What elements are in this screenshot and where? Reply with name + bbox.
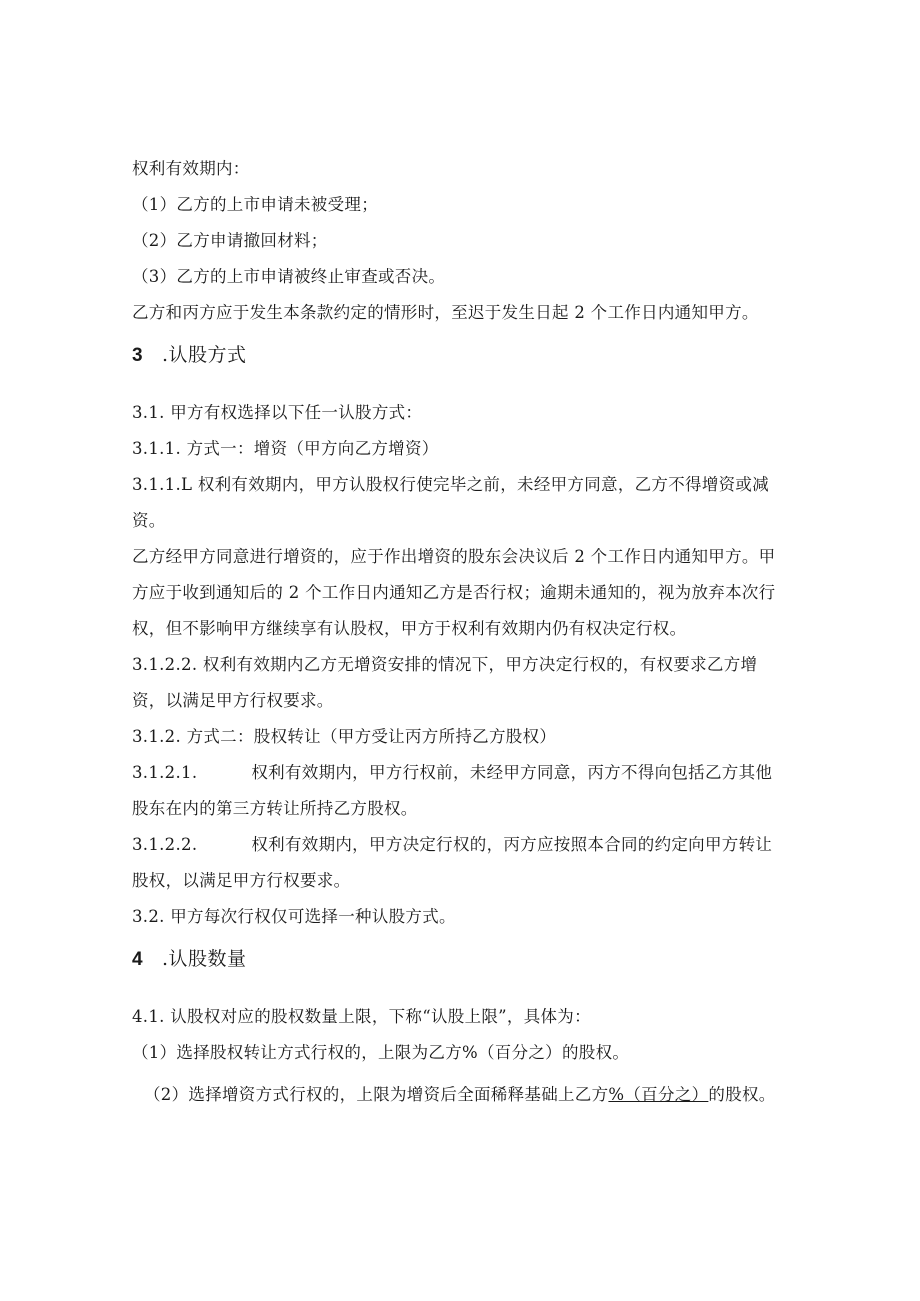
- clause: 3.1. 甲方有权选择以下任一认股方式：: [132, 403, 423, 422]
- list-item: （1）选择股权转让方式行权的，上限为乙方%（百分之）的股权。: [132, 1043, 630, 1062]
- paragraph: 权，但不影响甲方继续享有认股权，甲方于权利有效期内仍有权决定行权。: [132, 619, 687, 638]
- clause: 4.1. 认股权对应的股权数量上限，下称“认股上限”，具体为：: [132, 1007, 591, 1026]
- section-title: .认股数量: [162, 948, 247, 970]
- section-heading-4: [132, 946, 247, 973]
- clause-continuation: 资，以满足甲方行权要求。: [132, 691, 334, 710]
- clause: 3.1.1.L 权利有效期内，甲方认股权行使完毕之前，未经甲方同意，乙方不得增资或减: [132, 475, 770, 494]
- clause: [132, 762, 772, 784]
- clause-continuation: 股权，以满足甲方行权要求。: [132, 871, 351, 890]
- list-item-text: 的股权。: [708, 1085, 776, 1104]
- clause-number: 3.1.2.2.: [132, 835, 198, 854]
- clause: 3.1.2.2. 权利有效期内乙方无增资安排的情况下，甲方决定行权的，有权要求乙方增: [132, 655, 758, 674]
- paragraph: 方应于收到通知后的 2 个工作日内通知乙方是否行权；逾期未通知的，视为放弃本次行: [132, 583, 776, 602]
- list-item: （3）乙方的上市申请被终止审查或否决。: [132, 267, 446, 286]
- section-heading-3: [132, 342, 247, 369]
- list-item: （2）乙方申请撤回材料；: [132, 231, 328, 250]
- clause: 3.1.1. 方式一：增资（甲方向乙方增资）: [132, 439, 439, 458]
- list-item-text: （2）选择增资方式行权的，上限为增资后全面稀释基础上乙方: [144, 1085, 609, 1104]
- clause: 3.1.2. 方式二：股权转让（甲方受让丙方所持乙方股权）: [132, 727, 557, 746]
- paragraph: 乙方经甲方同意进行增资的，应于作出增资的股东会决议后 2 个工作日内通知甲方。甲: [132, 547, 776, 566]
- list-item: （1）乙方的上市申请未被受理；: [132, 195, 378, 214]
- list-item: [144, 1084, 776, 1106]
- section-number: 3: [132, 345, 144, 366]
- clause-continuation: 股东在内的第三方转让所持乙方股权。: [132, 799, 418, 818]
- paragraph: 乙方和丙方应于发生本条款约定的情形时，至迟于发生日起 2 个工作日内通知甲方。: [132, 303, 759, 322]
- blank-field: %（百分之）: [608, 1085, 709, 1104]
- clause-number: 3.1.2.1.: [132, 763, 198, 782]
- clause-continuation: 资。: [132, 511, 166, 530]
- section-number: 4: [132, 949, 144, 970]
- clause-text: 权利有效期内，甲方决定行权的，丙方应按照本合同的约定向甲方转让: [251, 835, 773, 854]
- paragraph: 权利有效期内：: [132, 159, 250, 178]
- clause-text: 权利有效期内，甲方行权前，未经甲方同意，丙方不得向包括乙方其他: [251, 763, 773, 782]
- clause: [132, 834, 772, 856]
- section-title: .认股方式: [162, 344, 247, 366]
- clause: 3.2. 甲方每次行权仅可选择一种认股方式。: [132, 907, 456, 926]
